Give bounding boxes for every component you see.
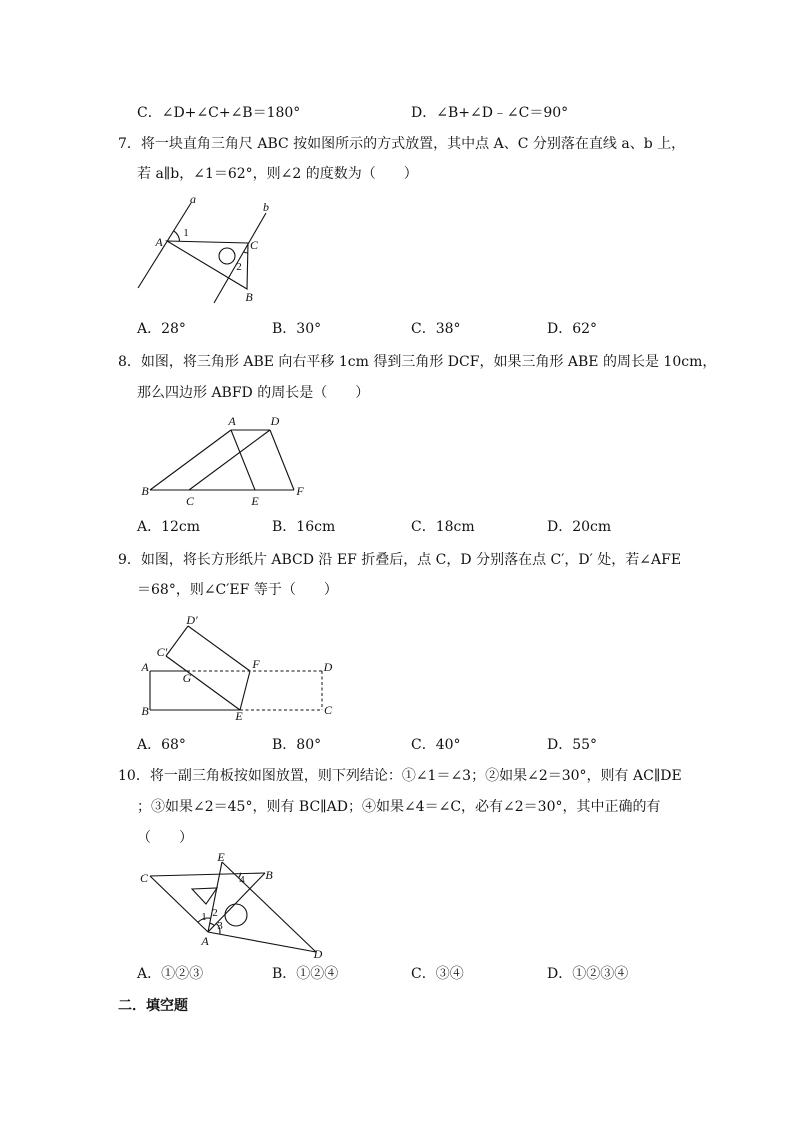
- prev-option-d: D．∠B+∠D﹣∠C＝90°: [411, 105, 569, 121]
- q10-edge-ca: [150, 876, 208, 932]
- q9-label-D-prime: D′: [186, 613, 198, 627]
- q7-option-a: A．28°: [137, 321, 186, 337]
- q10-label-E: E: [217, 850, 225, 864]
- q9-option-b: B．80°: [272, 737, 322, 753]
- q8-label-D: D: [270, 414, 280, 428]
- q10-edge-ad: [208, 932, 316, 952]
- q7-label-a: a: [190, 192, 196, 206]
- q7-text-line-1: 7．将一块直角三角尺 ABC 按如图所示的方式放置，其中点 A、C 分别落在直线 a、b 上，: [118, 136, 686, 152]
- q7-label-angle-1: 1: [183, 227, 189, 239]
- q7-line-a: [138, 203, 191, 288]
- q8-option-d: D．20cm: [547, 519, 612, 535]
- q7-label-C: C: [249, 238, 259, 252]
- q8-figure: [136, 410, 308, 510]
- q7-angle-2-arc: [243, 252, 248, 253]
- q7-label-angle-2: 2: [236, 261, 242, 273]
- q10-set-square-triangle-hole: [192, 888, 217, 904]
- q7-set-square-hole: [219, 248, 235, 264]
- q7-option-d: D．62°: [547, 321, 598, 337]
- q10-set-square-circle-hole: [225, 904, 247, 926]
- section-title: 二．填空题: [118, 998, 188, 1014]
- q9-label-B: B: [141, 704, 149, 718]
- q9-edge-d-prime-c-prime: [166, 626, 188, 656]
- q9-label-G: G: [182, 671, 192, 685]
- q9-label-E: E: [235, 709, 243, 723]
- prev-option-c: C．∠D+∠C+∠B＝180°: [137, 105, 301, 121]
- q9-label-A: A: [141, 660, 149, 674]
- q7-option-b: B．30°: [272, 321, 322, 337]
- q9-text-line-2: ＝68°，则∠C′EF 等于（ ）: [137, 582, 338, 598]
- q10-label-angle-4: 4: [239, 874, 245, 886]
- q7-label-B: B: [245, 290, 253, 304]
- q10-text-line-3: （ ）: [137, 830, 193, 846]
- q10-label-B: B: [265, 868, 273, 882]
- q8-segment-cd: [189, 430, 270, 490]
- q7-option-c: C．38°: [411, 321, 461, 337]
- q10-text-line-1: 10．将一副三角板按如图放置，则下列结论：①∠1＝∠3；②如果∠2＝30°，则有 AC∥DE: [118, 768, 682, 784]
- q10-label-angle-3: 3: [217, 920, 223, 932]
- q7-label-b: b: [263, 200, 269, 214]
- q7-angle-1-arc: [173, 231, 179, 242]
- q9-fold-line-ef: [240, 671, 250, 710]
- q10-figure: [136, 850, 326, 962]
- q9-figure: [136, 612, 341, 724]
- q8-text-line-1: 8．如图，将三角形 ABE 向右平移 1cm 得到三角形 DCF，如果三角形 ABE 的周长是 10cm，: [118, 354, 717, 370]
- q9-label-C-prime: C′: [156, 645, 168, 659]
- q9-label-C: C: [323, 703, 333, 717]
- q9-option-d: D．55°: [547, 737, 598, 753]
- q7-label-A: A: [155, 235, 163, 249]
- q10-option-d: D．①②③④: [547, 966, 629, 982]
- q9-edge-c-prime-e: [166, 656, 240, 710]
- q8-option-a: A．12cm: [137, 519, 201, 535]
- q9-option-a: A．68°: [137, 737, 186, 753]
- q10-text-line-2: ；③如果∠2＝45°，则有 BC∥AD；④如果∠4＝∠C，必有∠2＝30°，其中正确的有: [137, 799, 661, 815]
- q10-option-a: A．①②③: [137, 966, 204, 982]
- q9-label-D: D: [323, 660, 333, 674]
- q10-label-D: D: [313, 947, 323, 961]
- q8-label-E: E: [251, 494, 259, 508]
- q8-text-line-2: 那么四边形 ABFD 的周长是（ ）: [137, 385, 370, 401]
- q10-label-A: A: [201, 934, 209, 948]
- q9-text-line-1: 9．如图，将长方形纸片 ABCD 沿 EF 折叠后，点 C，D 分别落在点 C′，D′ 处，若∠AFE: [118, 552, 682, 568]
- q10-option-c: C．③④: [411, 966, 464, 982]
- q10-label-C: C: [139, 871, 149, 885]
- q8-label-F: F: [296, 484, 304, 498]
- q8-option-c: C．18cm: [411, 519, 475, 535]
- q10-edge-cb: [150, 873, 265, 876]
- q8-label-A: A: [228, 414, 236, 428]
- q8-segment-df: [270, 430, 294, 490]
- q10-label-angle-2: 2: [212, 907, 218, 919]
- q8-segment-ba: [150, 430, 231, 490]
- q9-option-c: C．40°: [411, 737, 461, 753]
- q7-line-b: [214, 213, 266, 303]
- q10-label-angle-1: 1: [201, 911, 207, 923]
- q8-label-C: C: [185, 494, 195, 508]
- q9-edge-fd-prime: [188, 626, 250, 671]
- q8-label-B: B: [141, 484, 149, 498]
- q9-label-F: F: [252, 657, 260, 671]
- q10-angle-2-arc: [210, 923, 215, 925]
- q7-text-line-2: 若 a∥b，∠1＝62°，则∠2 的度数为（ ）: [137, 166, 418, 182]
- q10-option-b: B．①②④: [272, 966, 339, 982]
- q8-option-b: B．16cm: [272, 519, 336, 535]
- q7-figure: [130, 192, 280, 307]
- q8-segment-ae: [231, 430, 255, 490]
